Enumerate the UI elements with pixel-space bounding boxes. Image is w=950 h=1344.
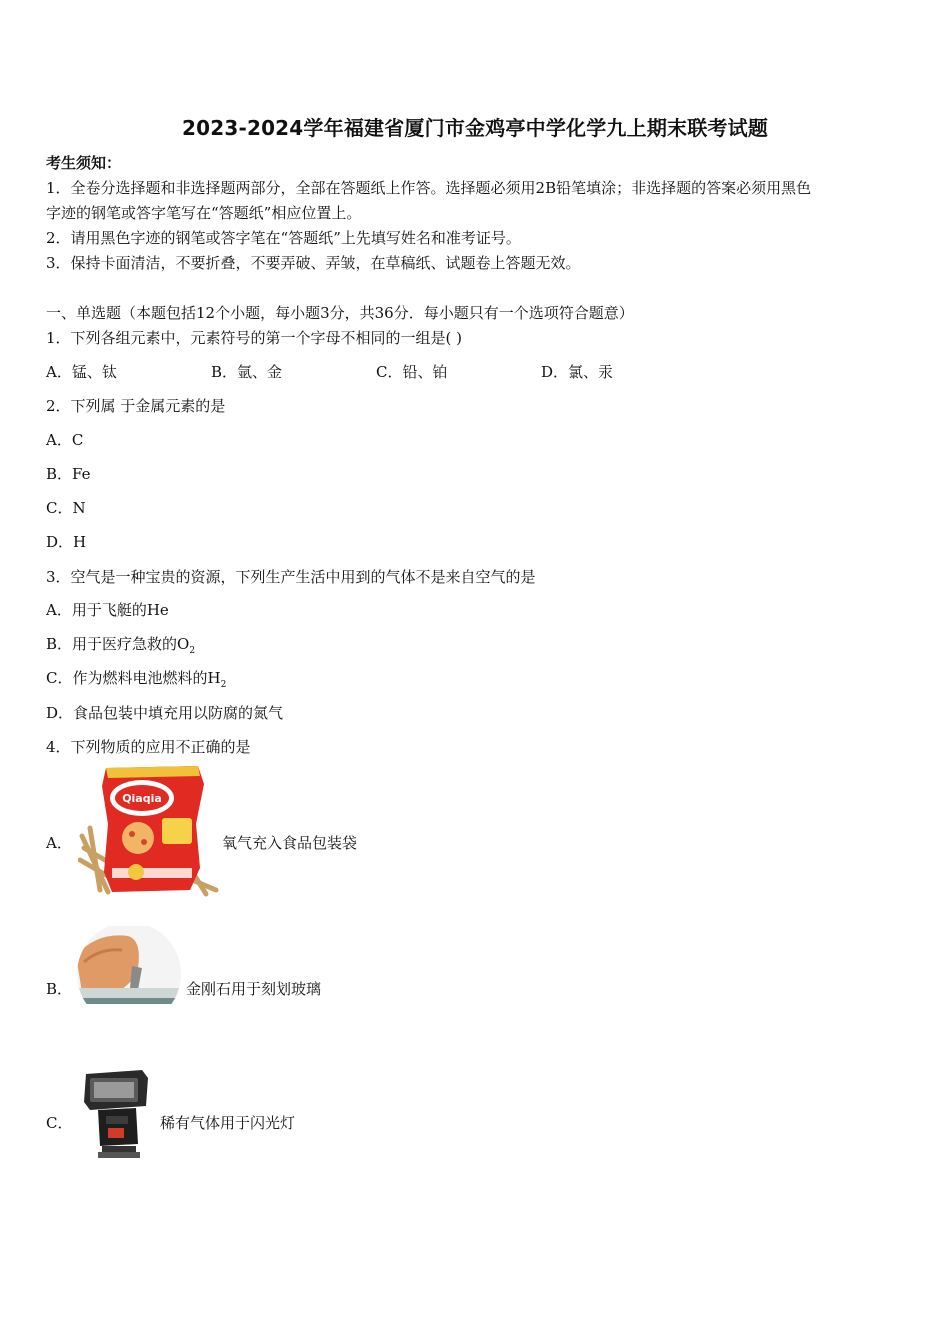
q2-option-d: D．H xyxy=(46,533,87,551)
section-heading: 一、单选题（本题包括12个小题，每小题3分，共36分．每小题只有一个选项符合题意） xyxy=(46,304,634,322)
question-1-stem: 1．下列各组元素中，元素符号的第一个字母不相同的一组是( ) xyxy=(46,329,463,347)
snack-bag-icon xyxy=(78,764,220,898)
q3-option-c xyxy=(46,667,226,690)
q3-option-b-subscript: 2 xyxy=(189,646,196,656)
flash-unit-icon xyxy=(80,1068,154,1160)
q4-option-c-text: 稀有气体用于闪光灯 xyxy=(160,1114,296,1132)
glass-cutter-icon xyxy=(76,926,182,1026)
notice-heading: 考生须知： xyxy=(46,154,122,172)
question-4-stem: 4．下列物质的应用不正确的是 xyxy=(46,738,251,756)
q2-option-b: B．Fe xyxy=(46,465,91,483)
notice-line-1: 1．全卷分选择题和非选择题两部分，全部在答题纸上作答。选择题必须用2B铅笔填涂；非选择题的答案必须用黑色 xyxy=(46,179,812,197)
q3-option-d: D．食品包装中填充用以防腐的氮气 xyxy=(46,704,284,722)
q1-option-b: B．氩、金 xyxy=(211,363,283,381)
page-title: 2023-2024学年福建省厦门市金鸡亭中学化学九上期末联考试题 xyxy=(181,116,769,140)
notice-line-3: 2．请用黑色字迹的钢笔或答字笔在“答题纸”上先填写姓名和准考证号。 xyxy=(46,229,521,247)
q1-option-d: D．氯、汞 xyxy=(541,363,614,381)
bag-brand-text: Qiaqia xyxy=(122,792,162,805)
q4-option-a-text: 氧气充入食品包装袋 xyxy=(222,834,358,852)
question-2-stem: 2．下列属 于金属元素的是 xyxy=(46,397,226,415)
q4-option-a-label: A． xyxy=(46,834,72,852)
q1-option-a: A．锰、钛 xyxy=(46,363,117,381)
q3-option-b-text: B．用于医疗急救的O xyxy=(46,635,190,653)
q1-option-c: C．铅、铂 xyxy=(376,363,448,381)
q2-option-a: A．C xyxy=(46,431,84,449)
q4-option-c-label: C． xyxy=(46,1114,73,1132)
q4-option-b-label: B． xyxy=(46,980,73,998)
diamond-cutter-image xyxy=(76,926,182,1026)
q2-option-c: C．N xyxy=(46,499,86,517)
q3-option-b xyxy=(46,633,195,656)
notice-line-4: 3．保持卡面清洁，不要折叠，不要弄破、弄皱，在草稿纸、试题卷上答题无效。 xyxy=(46,254,581,272)
question-3-stem: 3．空气是一种宝贵的资源，下列生产生活中用到的气体不是来自空气的是 xyxy=(46,568,536,586)
q3-option-a: A．用于飞艇的He xyxy=(46,601,169,619)
snack-bag-image xyxy=(78,764,220,898)
notice-line-2: 字迹的钢笔或答字笔写在“答题纸”相应位置上。 xyxy=(46,204,362,222)
camera-flash-image xyxy=(80,1068,154,1160)
q3-option-c-text: C．作为燃料电池燃料的H xyxy=(46,669,221,687)
q4-option-b-text: 金刚石用于刻划玻璃 xyxy=(186,980,322,998)
q3-option-c-subscript: 2 xyxy=(220,680,227,690)
